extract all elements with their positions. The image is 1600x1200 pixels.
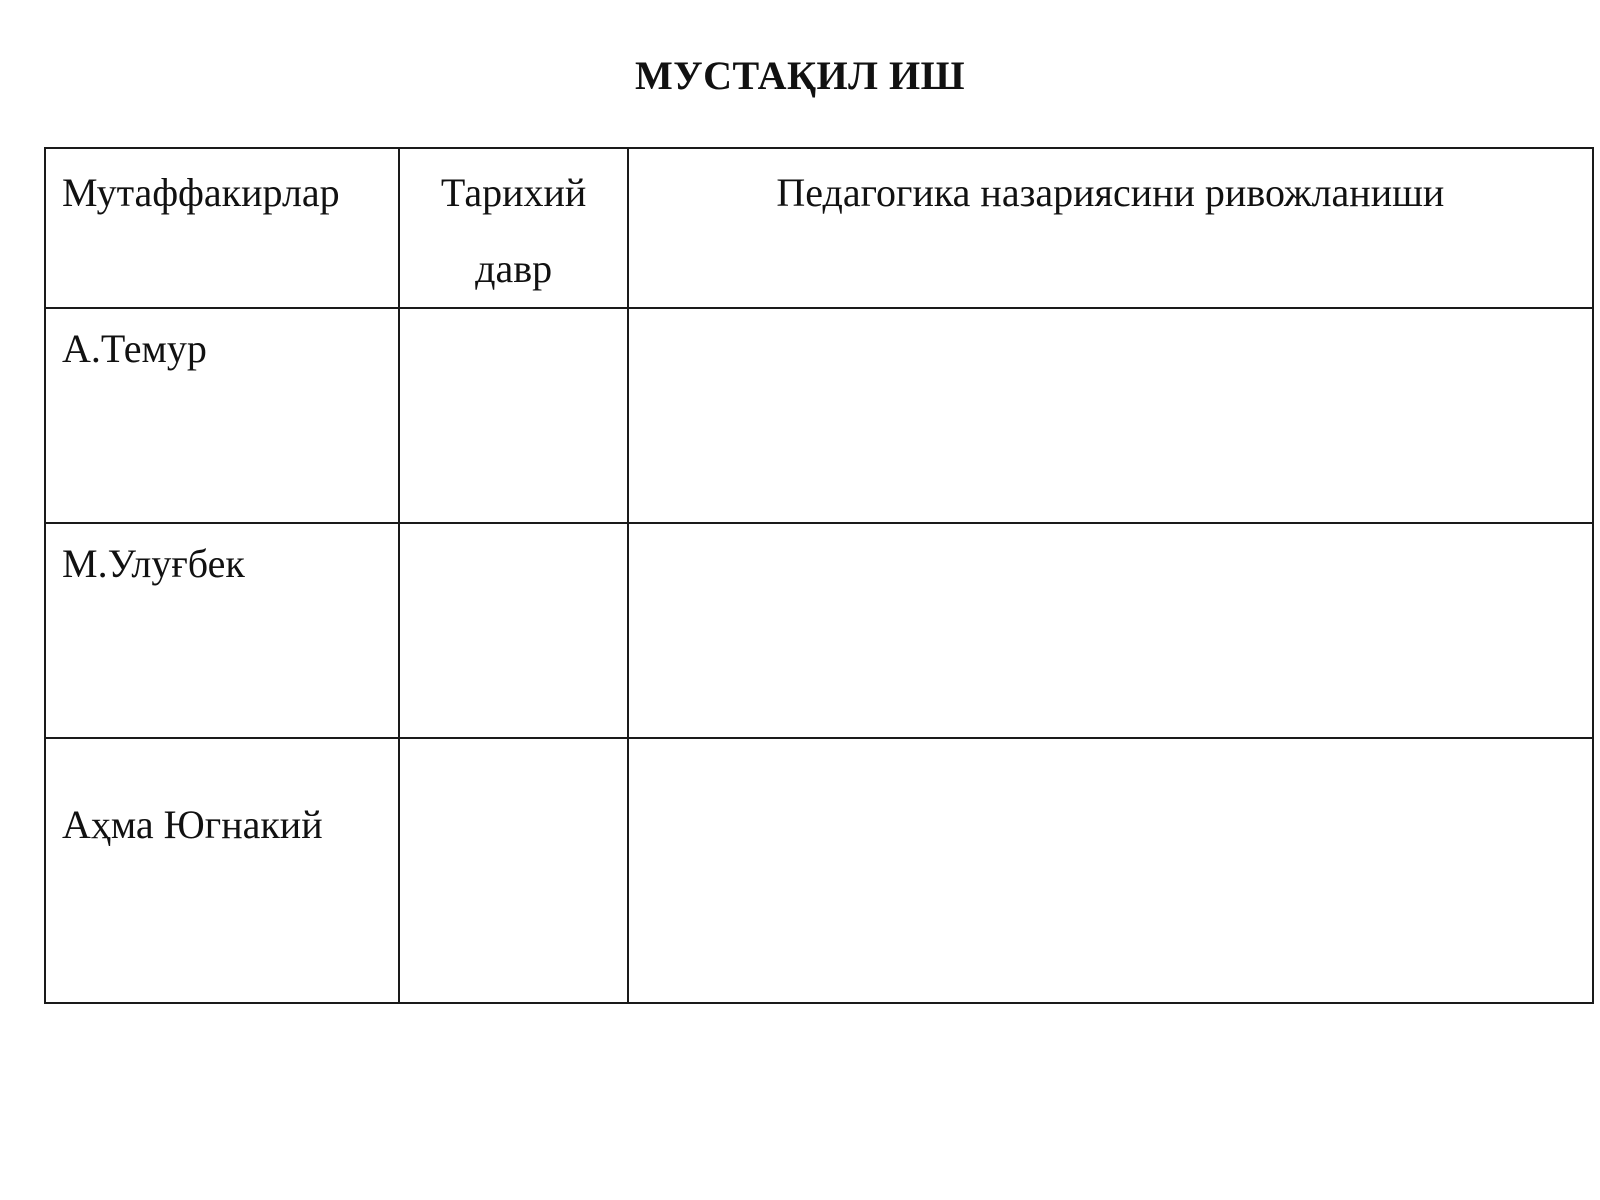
development-value (629, 309, 1592, 311)
header-cell-development (628, 148, 1593, 308)
development-cell[interactable] (628, 308, 1593, 523)
development-value (629, 524, 1592, 526)
table-row (45, 308, 1593, 523)
development-cell[interactable] (628, 523, 1593, 738)
table-header-row (45, 148, 1593, 308)
assignment-table (44, 147, 1594, 1004)
thinker-name: Аҳма Югнакий (62, 802, 323, 847)
document-title: МУСТАҚИЛ ИШ (634, 53, 966, 98)
name-cell (45, 523, 399, 738)
header-cell-thinkers (45, 148, 399, 308)
thinker-name: А.Темур (62, 326, 207, 371)
table-row (45, 523, 1593, 738)
header-cell-period (399, 148, 627, 308)
name-cell (45, 308, 399, 523)
header-period-label: Тарихий давр (440, 170, 587, 291)
period-value (400, 524, 626, 526)
period-cell[interactable] (399, 308, 627, 523)
development-value (629, 739, 1592, 787)
period-value (400, 739, 626, 787)
table-row (45, 738, 1593, 1003)
thinker-name: М.Улуғбек (62, 541, 245, 586)
period-cell[interactable] (399, 523, 627, 738)
period-cell[interactable] (399, 738, 627, 1003)
header-thinkers-label: Мутаффакирлар (62, 170, 340, 215)
development-cell[interactable] (628, 738, 1593, 1003)
header-development-label: Педагогика назариясини ривожланиши (776, 170, 1445, 215)
name-cell (45, 738, 399, 1003)
period-value (400, 309, 626, 311)
